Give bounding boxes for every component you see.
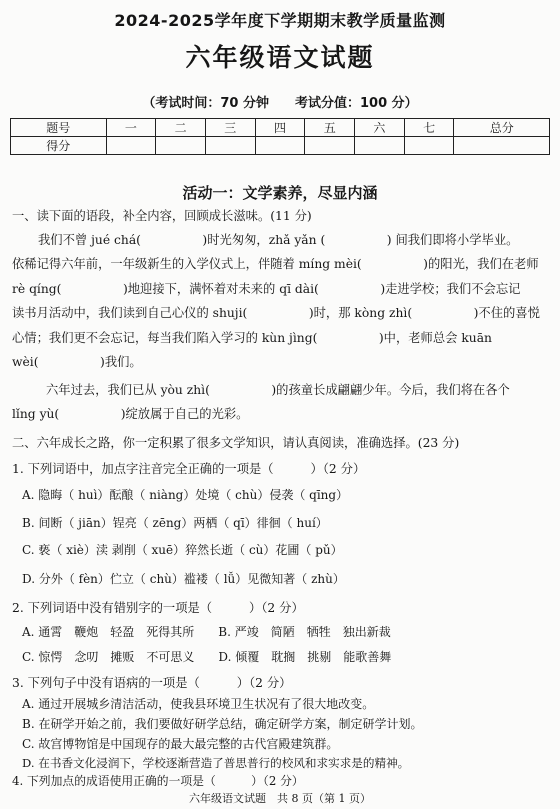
section1-line: rè qíng( )地迎接下，满怀着对未来的 qī dài( )走进学校；我们不会忘记 <box>12 282 521 296</box>
question-3-option-c: C. 故宫博物馆是中国现存的最大最完整的古代宫殿建筑群。 <box>22 737 339 751</box>
question-2-options-cd: C. 惊愕 念叨 摊贩 不可思义 D. 倾覆 耽搁 挑剔 能歌善舞 <box>22 650 392 664</box>
question-3-option-b: B. 在研学开始之前，我们要做好研学总结，确定研学方案，制定研学计划。 <box>22 717 423 731</box>
score-header-cell: 六 <box>355 119 405 137</box>
page-footer: 六年级语文试题 共 8 页（第 1 页） <box>189 792 371 805</box>
question-1-option-d: D. 分外（ fèn）伫立（ chù）褴褛（ lǚ）见微知著（ zhù） <box>22 572 345 586</box>
score-header-cell: 五 <box>305 119 355 137</box>
question-3-option-d: D. 在书香文化浸润下，学校逐渐营造了普思普行的校风和求实求是的精神。 <box>22 756 410 770</box>
score-header-cell: 四 <box>255 119 305 137</box>
score-cell[interactable] <box>205 137 255 155</box>
score-header-cell: 一 <box>106 119 156 137</box>
score-row-label: 得分 <box>11 137 107 155</box>
section1-line: 六年过去，我们已从 yòu zhì( )的孩童长成翩翩少年。今后，我们将在各个 <box>46 383 510 397</box>
score-cell[interactable] <box>404 137 454 155</box>
exam-series-title: 2024-2025学年度下学期期末教学质量监测 <box>114 11 446 30</box>
question-1-option-c: C. 亵（ xiè）渎 剥削（ xuē）猝然长逝（ cù）花圃（ pǔ） <box>22 543 343 557</box>
score-table <box>10 118 550 155</box>
section2-heading: 二、六年成长之路，你一定积累了很多文学知识，请认真阅读，准确选择。(23 分) <box>12 436 460 450</box>
question-1-stem: 1. 下列词语中，加点字注音完全正确的一项是（ ）（2 分） <box>12 462 366 476</box>
activity-title: 活动一：文学素养，尽显内涵 <box>182 184 378 202</box>
score-cell[interactable] <box>156 137 206 155</box>
section1-line: 心情；我们更不会忘记，每当我们陷入学习的 kùn jìng( )中，老师总会 kuān <box>12 331 492 345</box>
score-table-score-row <box>11 137 550 155</box>
exam-info: （考试时间：70 分钟 考试分值：100 分） <box>142 96 418 111</box>
score-cell[interactable] <box>355 137 405 155</box>
score-cell[interactable] <box>106 137 156 155</box>
question-4-stem: 4. 下列加点的成语使用正确的一项是（ ）（2 分） <box>12 774 304 788</box>
question-2-options-ab: A. 通霄 鞭炮 轻盈 死得其所 B. 严竣 简陋 牺牲 独出新裁 <box>22 625 391 639</box>
question-1-option-a: A. 隐晦（ huì）酝酿（ niàng）处境（ chù）侵袭（ qīng） <box>22 488 349 502</box>
section1-line: lǐng yù( )绽放属于自己的光彩。 <box>12 407 249 421</box>
score-cell[interactable] <box>255 137 305 155</box>
question-3-stem: 3. 下列句子中没有语病的一项是（ ）（2 分） <box>12 676 292 690</box>
score-cell[interactable] <box>305 137 355 155</box>
section1-line: 我们不曾 jué chá( )时光匆匆，zhǎ yǎn ( ) 间我们即将小学毕业。 <box>38 233 519 247</box>
section1-line: wèi( )我们。 <box>12 355 142 369</box>
score-header-cell: 总分 <box>454 119 550 137</box>
score-header-cell: 二 <box>156 119 206 137</box>
section1-line: 依稀记得六年前，一年级新生的入学仪式上，伴随着 míng mèi( )的阳光，我们在老师 <box>12 257 539 271</box>
score-header-cell: 七 <box>404 119 454 137</box>
exam-title: 六年级语文试题 <box>185 43 375 72</box>
score-table-header-row <box>11 119 550 137</box>
score-header-cell: 题号 <box>11 119 107 137</box>
score-header-cell: 三 <box>205 119 255 137</box>
question-3-option-a: A. 通过开展城乡清洁活动，使我县环境卫生状况有了很大地改变。 <box>22 697 375 711</box>
score-cell[interactable] <box>454 137 550 155</box>
question-1-option-b: B. 间断（ jiān）锃亮（ zēng）两栖（ qī）徘徊（ huí） <box>22 516 328 530</box>
section1-line: 读书月活动中，我们读到自己心仪的 shuji( )时，那 kòng zhì( )不住的喜悦 <box>12 306 540 320</box>
section1-heading: 一、读下面的语段，补全内容，回顾成长滋味。(11 分) <box>12 209 312 223</box>
question-2-stem: 2. 下列词语中没有错别字的一项是（ ）（2 分） <box>12 601 304 615</box>
